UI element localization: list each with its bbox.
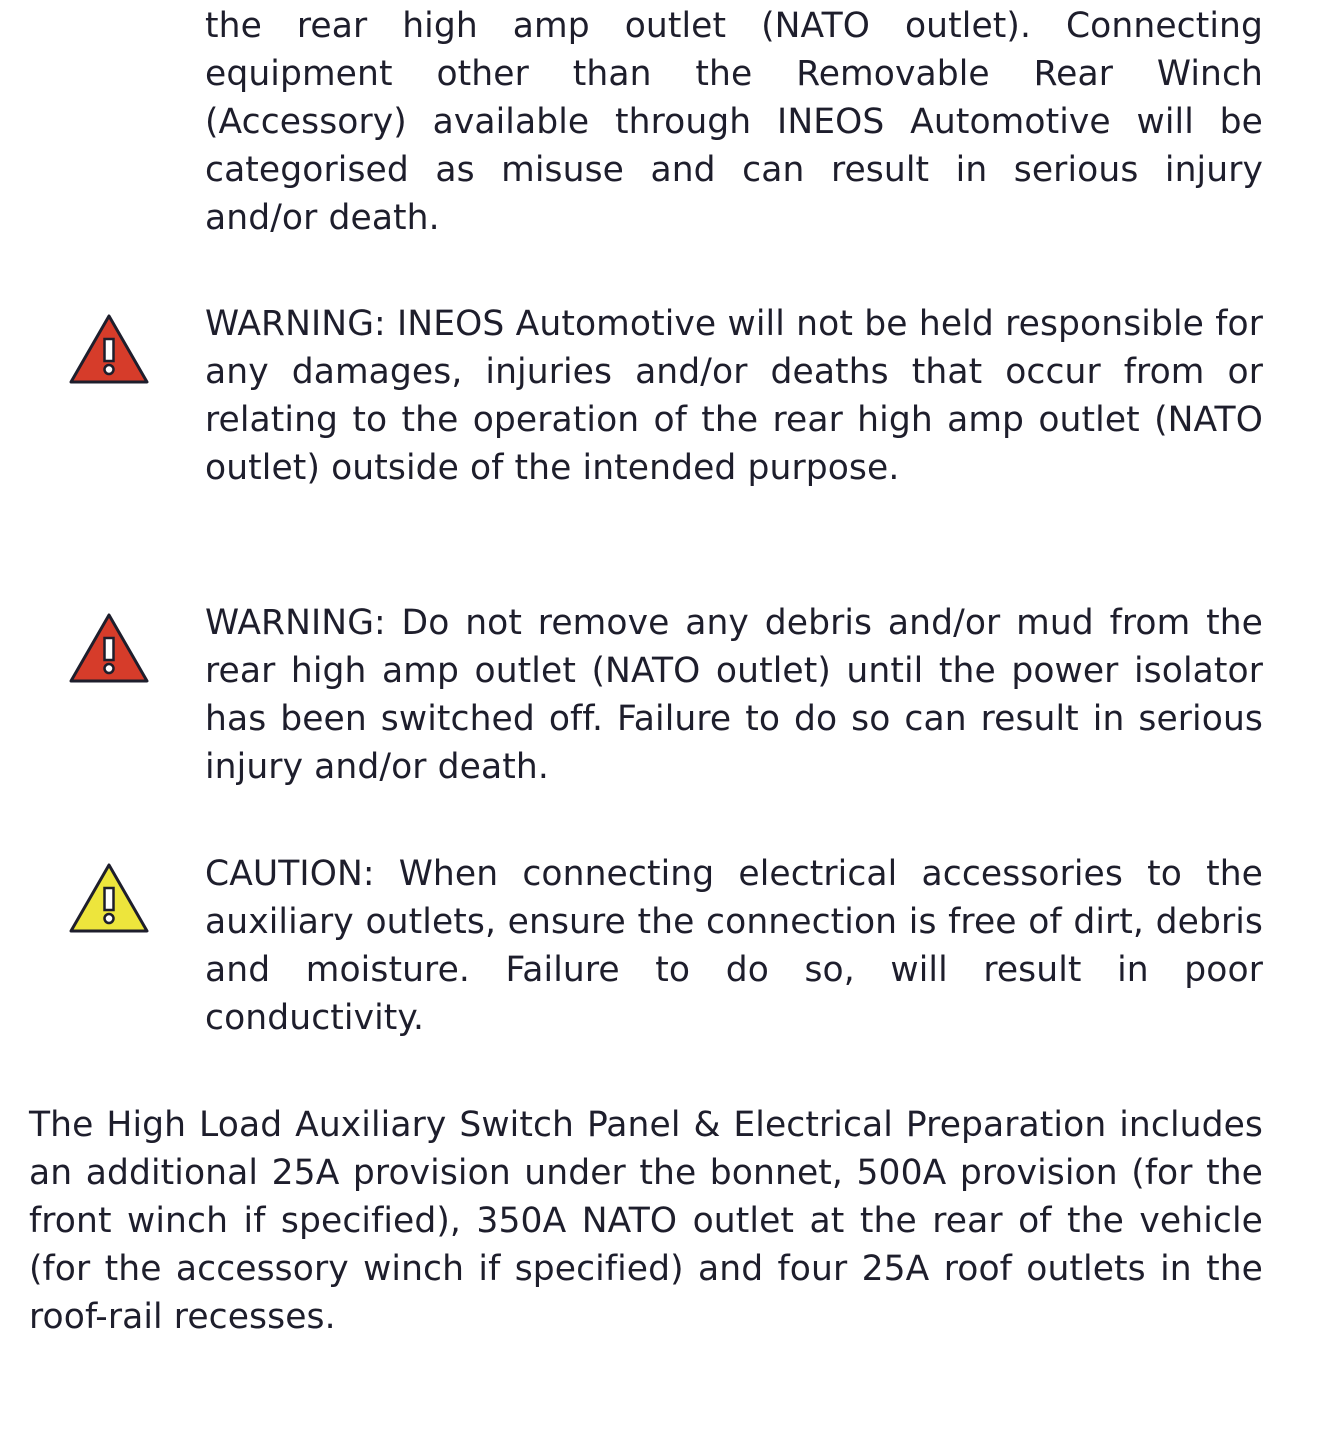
caution-triangle-icon (68, 862, 150, 934)
warning-triangle-icon (68, 313, 150, 385)
warning-triangle-icon (68, 612, 150, 684)
caution-connection-text: CAUTION: When connecting electrical accessories to the auxiliary outlets, ensure the connection is free of dirt, debris and moisture. Failure to do so, will result in poor conductivity. (205, 854, 1263, 1038)
intro-continuation-text: the rear high amp outlet (NATO outlet). Connecting equipment other than the Removable Rear Winch (Accessory) available through INEOS Automotive will be categorised as misuse and can result in serious injury and/or death. (205, 6, 1263, 238)
warning-debris-text: WARNING: Do not remove any debris and/or mud from the rear high amp outlet (NATO outlet) until the power isolator has been switched off. Failure to do so can result in serious injury and/or death. (205, 603, 1263, 787)
switch-panel-info-text: The High Load Auxiliary Switch Panel & Electrical Preparation includes an additional 25A provision under the bonnet, 500A provision (for the front winch if specified), 350A NATO outlet at the rear of the vehicle (for the accessory winch if specified) and four 25A roof outlets in the roof-rail recesses. (29, 1105, 1263, 1337)
warning-liability-text: WARNING: INEOS Automotive will not be held responsible for any damages, injuries and/or deaths that occur from or relating to the operation of the rear high amp outlet (NATO outlet) outside of the intended purpose. (205, 304, 1263, 488)
